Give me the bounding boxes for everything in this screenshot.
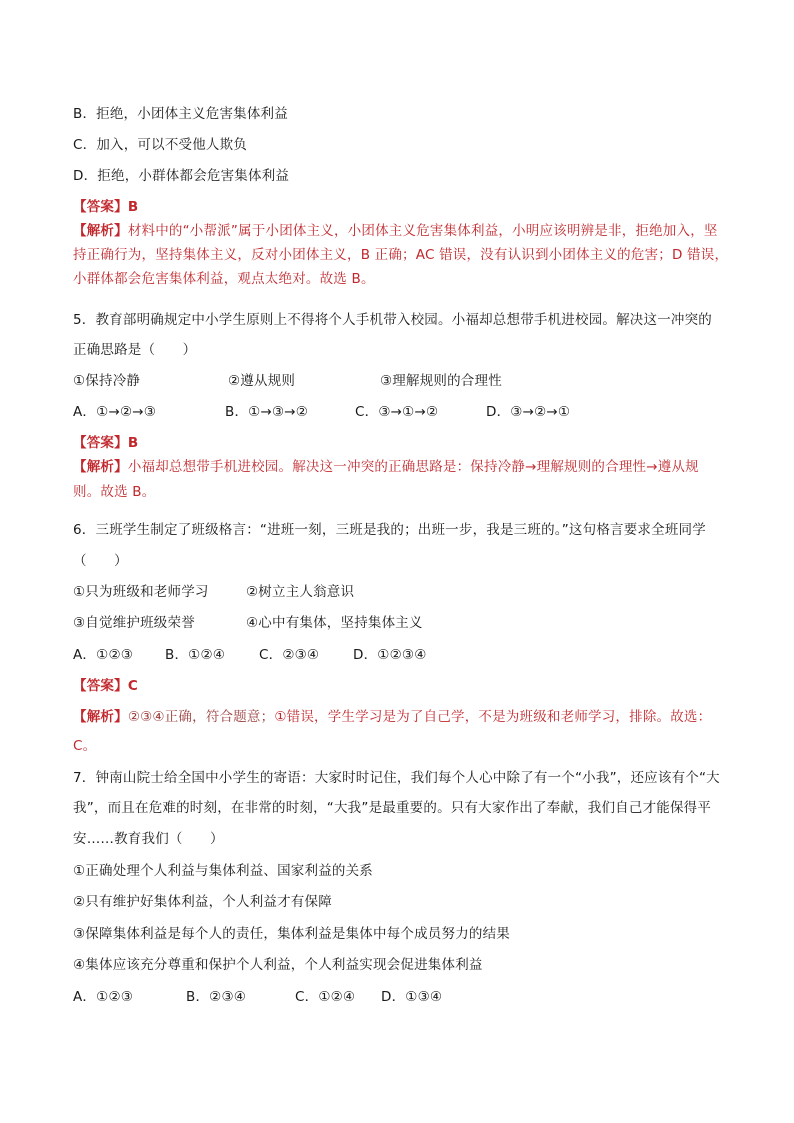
q7-option-c: C．①②④: [295, 989, 356, 1005]
q5-option-b: B．①→③→②: [225, 404, 309, 420]
answer-tag: 【答案】: [73, 199, 128, 215]
analysis-correct-text: ②③④正确，符合题意；: [127, 709, 275, 725]
analysis-text: 小福却总想带手机进校园。解决这一冲突的正确思路是：保持冷静→理解规则的合理性→遵从规: [127, 459, 699, 475]
q6-option-a: A．①②③: [73, 647, 134, 663]
q4-analysis-line-2: 持正确行为，坚持集体主义，反对小团体主义，B 正确；AC 错误，没有认识到小团体主义的危害；D 错误，: [73, 247, 729, 263]
q5-option-a: A．①→②→③: [73, 404, 157, 420]
q7-item-4: ④集体应该充分尊重和保护个人利益，个人利益实现会促进集体利益: [73, 957, 483, 973]
q7-stem-line-1: 7．钟南山院士给全国中小学生的寄语：大家时时记住，我们每个人心中除了有一个“小我”，还应该有个“大: [73, 770, 720, 786]
q5-item-3: ③理解规则的合理性: [380, 373, 502, 389]
answer-tag: 【答案】: [73, 678, 128, 694]
q6-answer-line: [73, 676, 138, 696]
q5-analysis-line-2: 则。故选 B。: [73, 484, 156, 500]
analysis-text: ①错误，学生学习是为了自己学，不是为班级和老师学习，排除。故选：: [274, 709, 712, 725]
q7-item-3: ③保障集体利益是每个人的责任，集体利益是集体中每个成员努力的结果: [73, 926, 511, 942]
analysis-text: 材料中的“小帮派”属于小团体主义，小团体主义危害集体利益，小明应该明辨是非，拒绝加入，坚: [127, 223, 718, 239]
q4-option-c: C．加入，可以不受他人欺负: [73, 137, 248, 153]
q6-option-c: C．②③④: [259, 647, 320, 663]
q7-item-1: ①正确处理个人利益与集体利益、国家利益的关系: [73, 863, 374, 879]
answer-tag: 【答案】: [73, 435, 128, 451]
q4-option-b: B．拒绝，小团体主义危害集体利益: [73, 106, 288, 122]
q7-option-a: A．①②③: [73, 989, 134, 1005]
q6-option-b: B．①②④: [165, 647, 226, 663]
q6-stem-line-2: （ ）: [73, 553, 128, 569]
q7-item-2: ②只有维护好集体利益，个人利益才有保障: [73, 894, 332, 910]
q7-stem-line-3: 安……教育我们（ ）: [73, 831, 224, 847]
q5-stem-line-1: 5．教育部明确规定中小学生原则上不得将个人手机带入校园。小福却总想带手机进校园。解决这一冲突的: [73, 312, 712, 328]
analysis-tag: 【解析】: [73, 223, 128, 239]
q5-item-1: ①保持冷静: [73, 373, 141, 389]
q6-item-1: ①只为班级和老师学习: [73, 584, 209, 600]
q6-option-d: D．①②③④: [353, 647, 427, 663]
q6-analysis-line-1: [73, 707, 711, 727]
analysis-tag: 【解析】: [73, 459, 128, 475]
answer-value: B: [127, 199, 139, 215]
q4-analysis-line-3: 小群体都会危害集体利益，观点太绝对。故选 B。: [73, 271, 375, 287]
answer-value: C: [127, 678, 138, 694]
q6-analysis-line-2: C。: [73, 738, 97, 754]
q4-option-d: D．拒绝，小群体都会危害集体利益: [73, 168, 290, 184]
q7-stem-line-2: 我”，而且在危难的时刻，在非常的时刻，“大我”是最重要的。只有大家作出了奉献，我们自己才能保得平: [73, 800, 712, 816]
answer-value: B: [127, 435, 139, 451]
q5-option-d: D．③→②→①: [486, 404, 571, 420]
q5-stem-line-2: 正确思路是（ ）: [73, 342, 197, 358]
q6-item-3: ③自觉维护班级荣誉: [73, 615, 195, 631]
q5-item-2: ②遵从规则: [228, 373, 296, 389]
q7-option-b: B．②③④: [186, 989, 247, 1005]
q5-option-c: C．③→①→②: [355, 404, 439, 420]
q6-stem-line-1: 6．三班学生制定了班级格言：“进班一刻，三班是我的；出班一步，我是三班的。”这句格言要求全班同学: [73, 522, 706, 538]
analysis-tag: 【解析】: [73, 709, 128, 725]
q5-answer-line: [73, 433, 138, 453]
q6-item-4: ④心中有集体，坚持集体主义: [246, 615, 423, 631]
q6-item-2: ②树立主人翁意识: [246, 584, 355, 600]
q4-answer-line: [73, 197, 138, 217]
q5-analysis-line-1: [73, 457, 699, 477]
q7-option-d: D．①③④: [381, 989, 443, 1005]
q4-analysis-line-1: [73, 221, 718, 241]
